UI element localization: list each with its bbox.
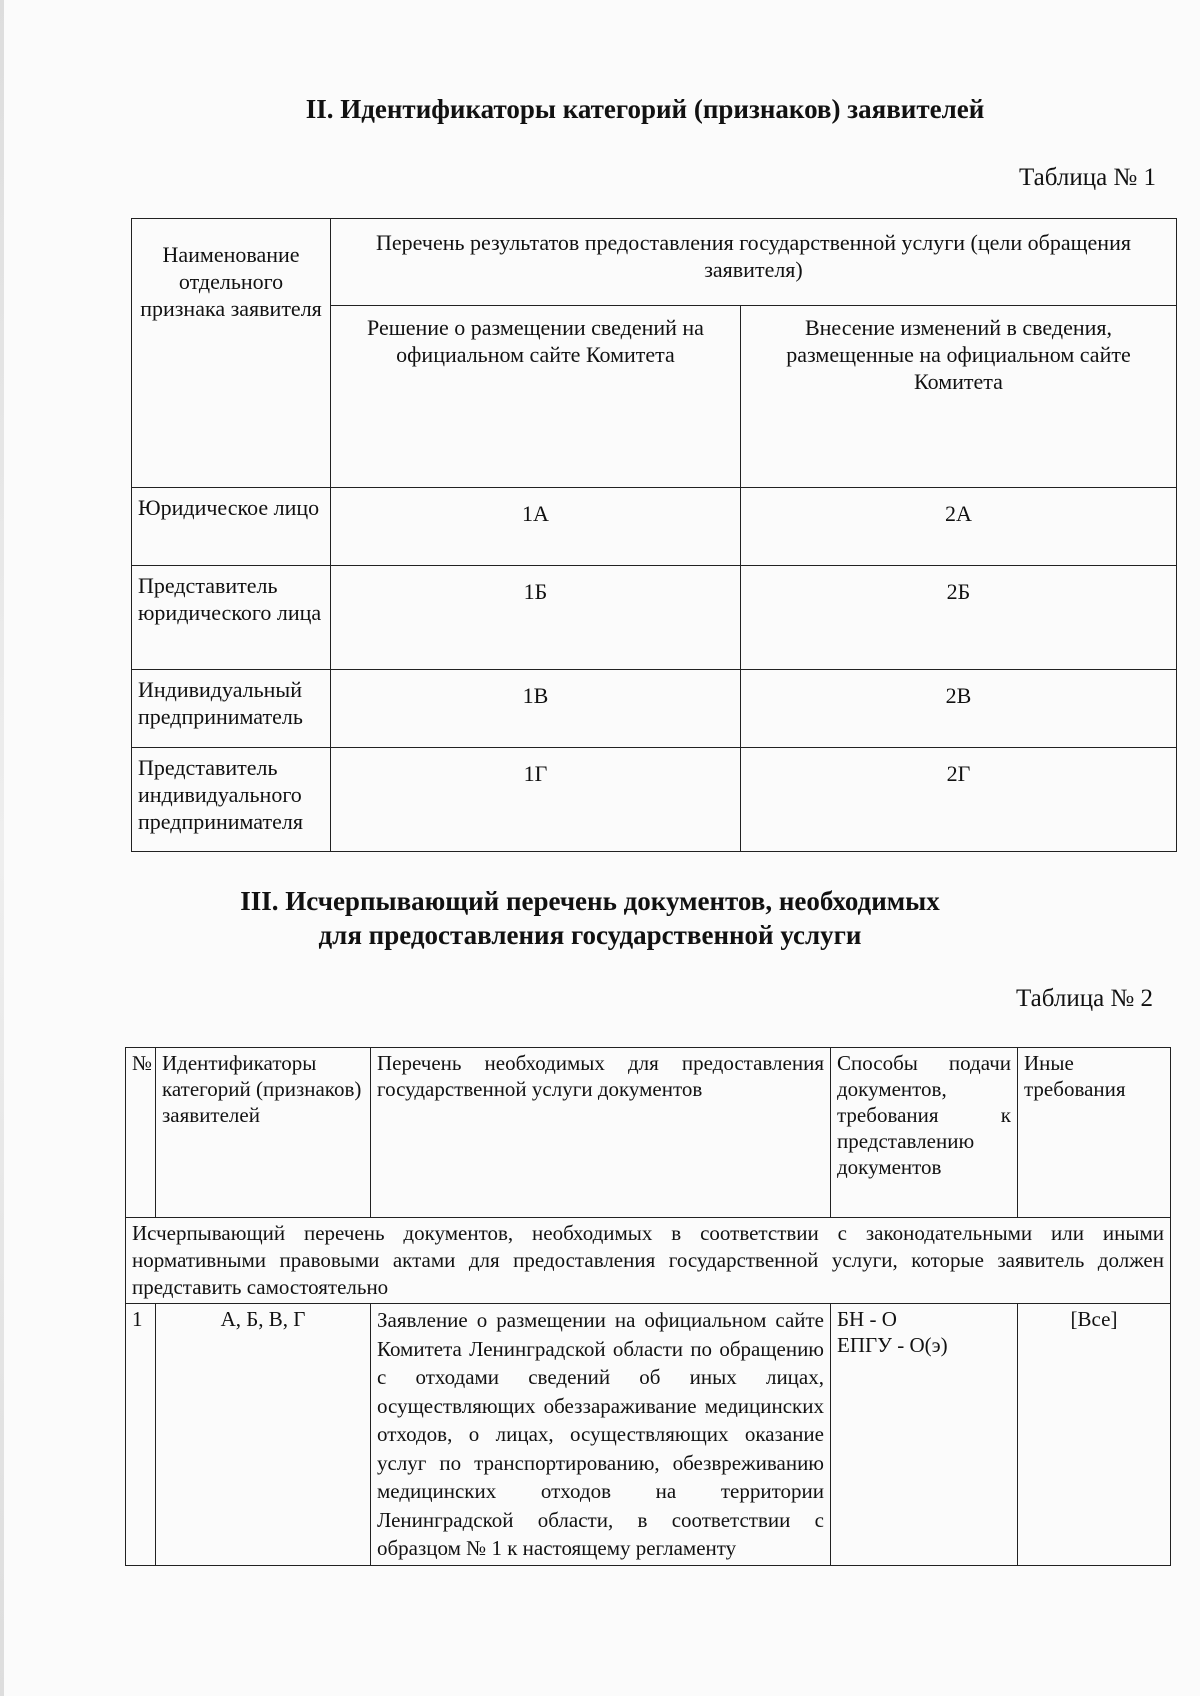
column-header-feature-name: Наименование отдельного признака заявителя [132, 219, 331, 488]
table-row [132, 566, 1177, 670]
table-row [132, 748, 1177, 852]
section-2-title: II. Идентификаторы категорий (признаков) заявителей [305, 94, 985, 124]
column-header-documents: Перечень необходимых для предоставления государственной услуги документов [371, 1048, 831, 1218]
scan-edge [0, 0, 4, 1696]
section-3-title-line-1: III. Исчерпывающий перечень документов, необходимых [240, 886, 940, 916]
row-other: [Все] [1018, 1304, 1171, 1566]
row-document: Заявление о размещении на официальном сайте Комитета Ленинградской области по обращению с отходами сведений об иных лицах, осуществляющих обеззараживание медицинских отходов, о лицах, осуществляющих оказание услуг по транспортированию, обезвреживанию медицинских отходов на территории Ленинградской области, в соответствии с образцом № 1 к настоящему регламенту [371, 1304, 831, 1566]
table-row [126, 1304, 1171, 1566]
row-feature-name: Юридическое лицо [132, 488, 331, 566]
row-result-1: 1Б [331, 566, 741, 670]
row-number: 1 [126, 1304, 156, 1566]
row-result-2: 2А [741, 488, 1177, 566]
row-result-2: 2В [741, 670, 1177, 748]
required-documents-table [125, 1047, 1171, 1566]
column-header-other: Иные требования [1018, 1048, 1171, 1218]
section-span-row: Исчерпывающий перечень документов, необходимых в соответствии с законодательными или иными нормативными правовыми актами для предоставления государственной услуги, которые заявитель должен представить самостоятельно [126, 1218, 1171, 1304]
table-1-label: Таблица № 1 [1019, 164, 1157, 191]
method-paper: БН - О [837, 1307, 897, 1331]
table-row [132, 488, 1177, 566]
row-result-1: 1Г [331, 748, 741, 852]
section-3-title-line-2: для предоставления государственной услуги [318, 920, 862, 950]
section-3-title [40, 884, 1140, 952]
row-feature-name: Индивидуальный предприниматель [132, 670, 331, 748]
table-row [132, 670, 1177, 748]
column-header-number: № [126, 1048, 156, 1218]
column-header-results: Перечень результатов предоставления государственной услуги (цели обращения заявителя) [331, 219, 1177, 306]
row-result-1: 1А [331, 488, 741, 566]
row-feature-name: Представитель индивидуального предпринимателя [132, 748, 331, 852]
column-header-identifiers: Идентификаторы категорий (признаков) заявителей [156, 1048, 371, 1218]
column-header-methods: Способы подачи документов, требования к представлению документов [831, 1048, 1018, 1218]
table-2-label: Таблица № 2 [1016, 985, 1154, 1012]
row-feature-name: Представитель юридического лица [132, 566, 331, 670]
row-methods [831, 1304, 1018, 1566]
row-identifiers: А, Б, В, Г [156, 1304, 371, 1566]
column-header-result-2: Внесение изменений в сведения, размещенные на официальном сайте Комитета [741, 306, 1177, 488]
row-result-2: 2Б [741, 566, 1177, 670]
applicant-categories-table [131, 218, 1177, 852]
row-result-1: 1В [331, 670, 741, 748]
column-header-result-1: Решение о размещении сведений на официальном сайте Комитета [331, 306, 741, 488]
row-result-2: 2Г [741, 748, 1177, 852]
method-epgu: ЕПГУ - О(э) [837, 1333, 948, 1357]
